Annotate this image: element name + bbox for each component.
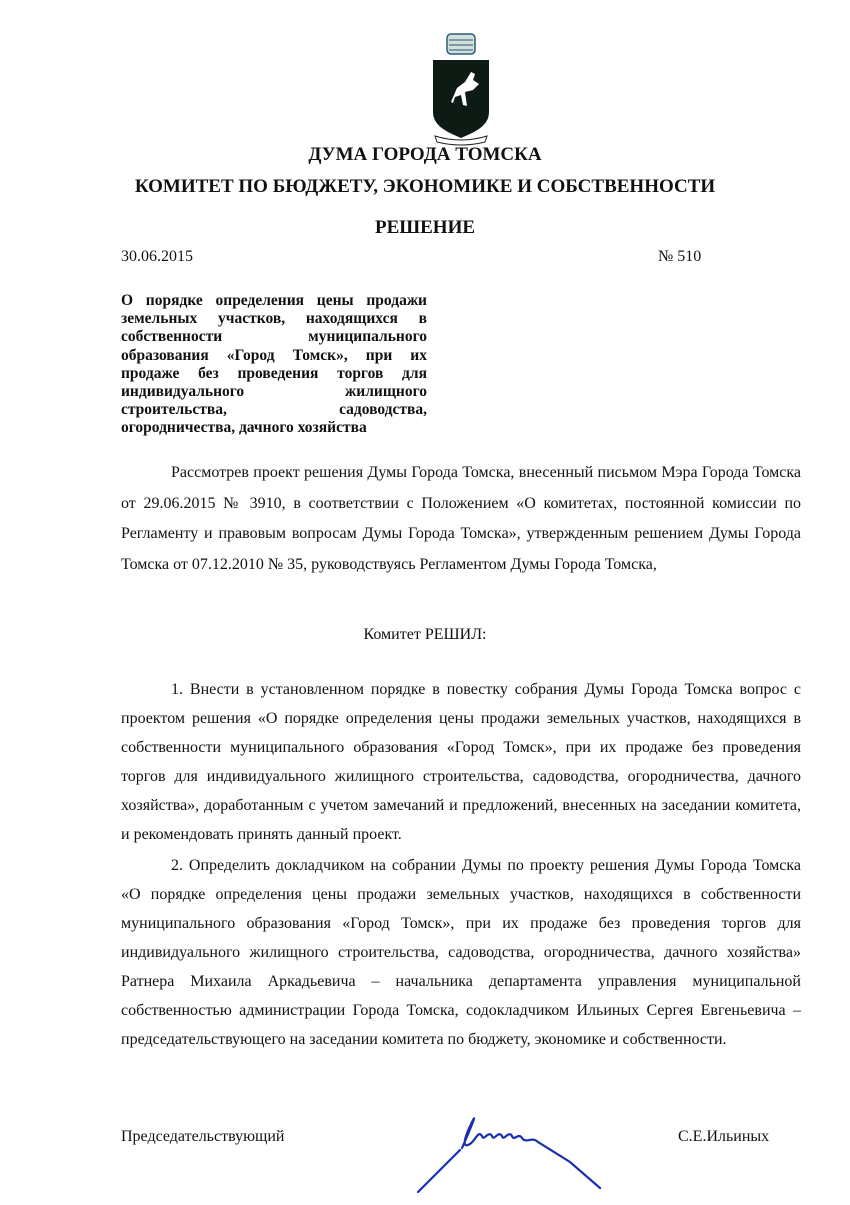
organization-title: ДУМА ГОРОДА ТОМСКА <box>308 144 542 165</box>
city-emblem <box>425 32 497 153</box>
document-subject: О порядке определения цены продажи земельных участков, находящихся в собственности муниципального образования «Город Томск», при их продаже без проведения торгов для индивидуального жилищного строительства, садоводства, огородничества, дачного хозяйства <box>121 292 427 437</box>
document-type: РЕШЕНИЕ <box>374 217 476 238</box>
resolution-item-2: 2. Определить докладчиком на собрании Думы по проекту решения Думы Города Томска «О порядке определения цены продажи земельных участков, находящихся в собственности муниципального образования «Город Томск», при их продаже без проведения торгов для индивидуального жилищного строительства, садоводства, огородничества, дачного хозяйства» Ратнера Михаила Аркадьевича – начальника департамента управления муниципальной собственностью администрации Города Томска, содокладчиком Ильиных Сергея Евгеньевича – председательствующего на заседании комитета по бюджету, экономике и собственности. <box>121 857 801 1048</box>
committee-title: КОМИТЕТ ПО БЮДЖЕТУ, ЭКОНОМИКЕ И СОБСТВЕННОСТИ <box>134 176 716 197</box>
document-date: 30.06.2015 <box>121 248 193 265</box>
preamble-paragraph: Рассмотрев проект решения Думы Города Томска, внесенный письмом Мэра Города Томска от 29.06.2015 № 3910, в соответствии с Положением «О комитетах, постоянной комиссии по Регламенту и правовым вопросам Думы Города Томска», утвержденным решением Думы Города Томска от 07.12.2010 № 35, руководствуясь Регламентом Думы Города Томска, <box>121 464 801 573</box>
signatory-name: С.Е.Ильиных <box>678 1128 770 1145</box>
document-number: № 510 <box>658 248 702 265</box>
signatory-role: Председательствующий <box>121 1128 285 1145</box>
resolved-heading: Комитет РЕШИЛ: <box>363 626 487 643</box>
handwritten-signature <box>400 1100 620 1205</box>
resolution-item-1: 1. Внести в установленном порядке в повестку собрания Думы Города Томска вопрос с проектом решения «О порядке определения цены продажи земельных участков, находящихся в собственности муниципального образования «Город Томск», при их продаже без проведения торгов для индивидуального жилищного строительства, садоводства, огородничества, дачного хозяйства», доработанным с учетом замечаний и предложений, внесенных на заседании комитета, и рекомендовать принять данный проект. <box>121 681 801 843</box>
